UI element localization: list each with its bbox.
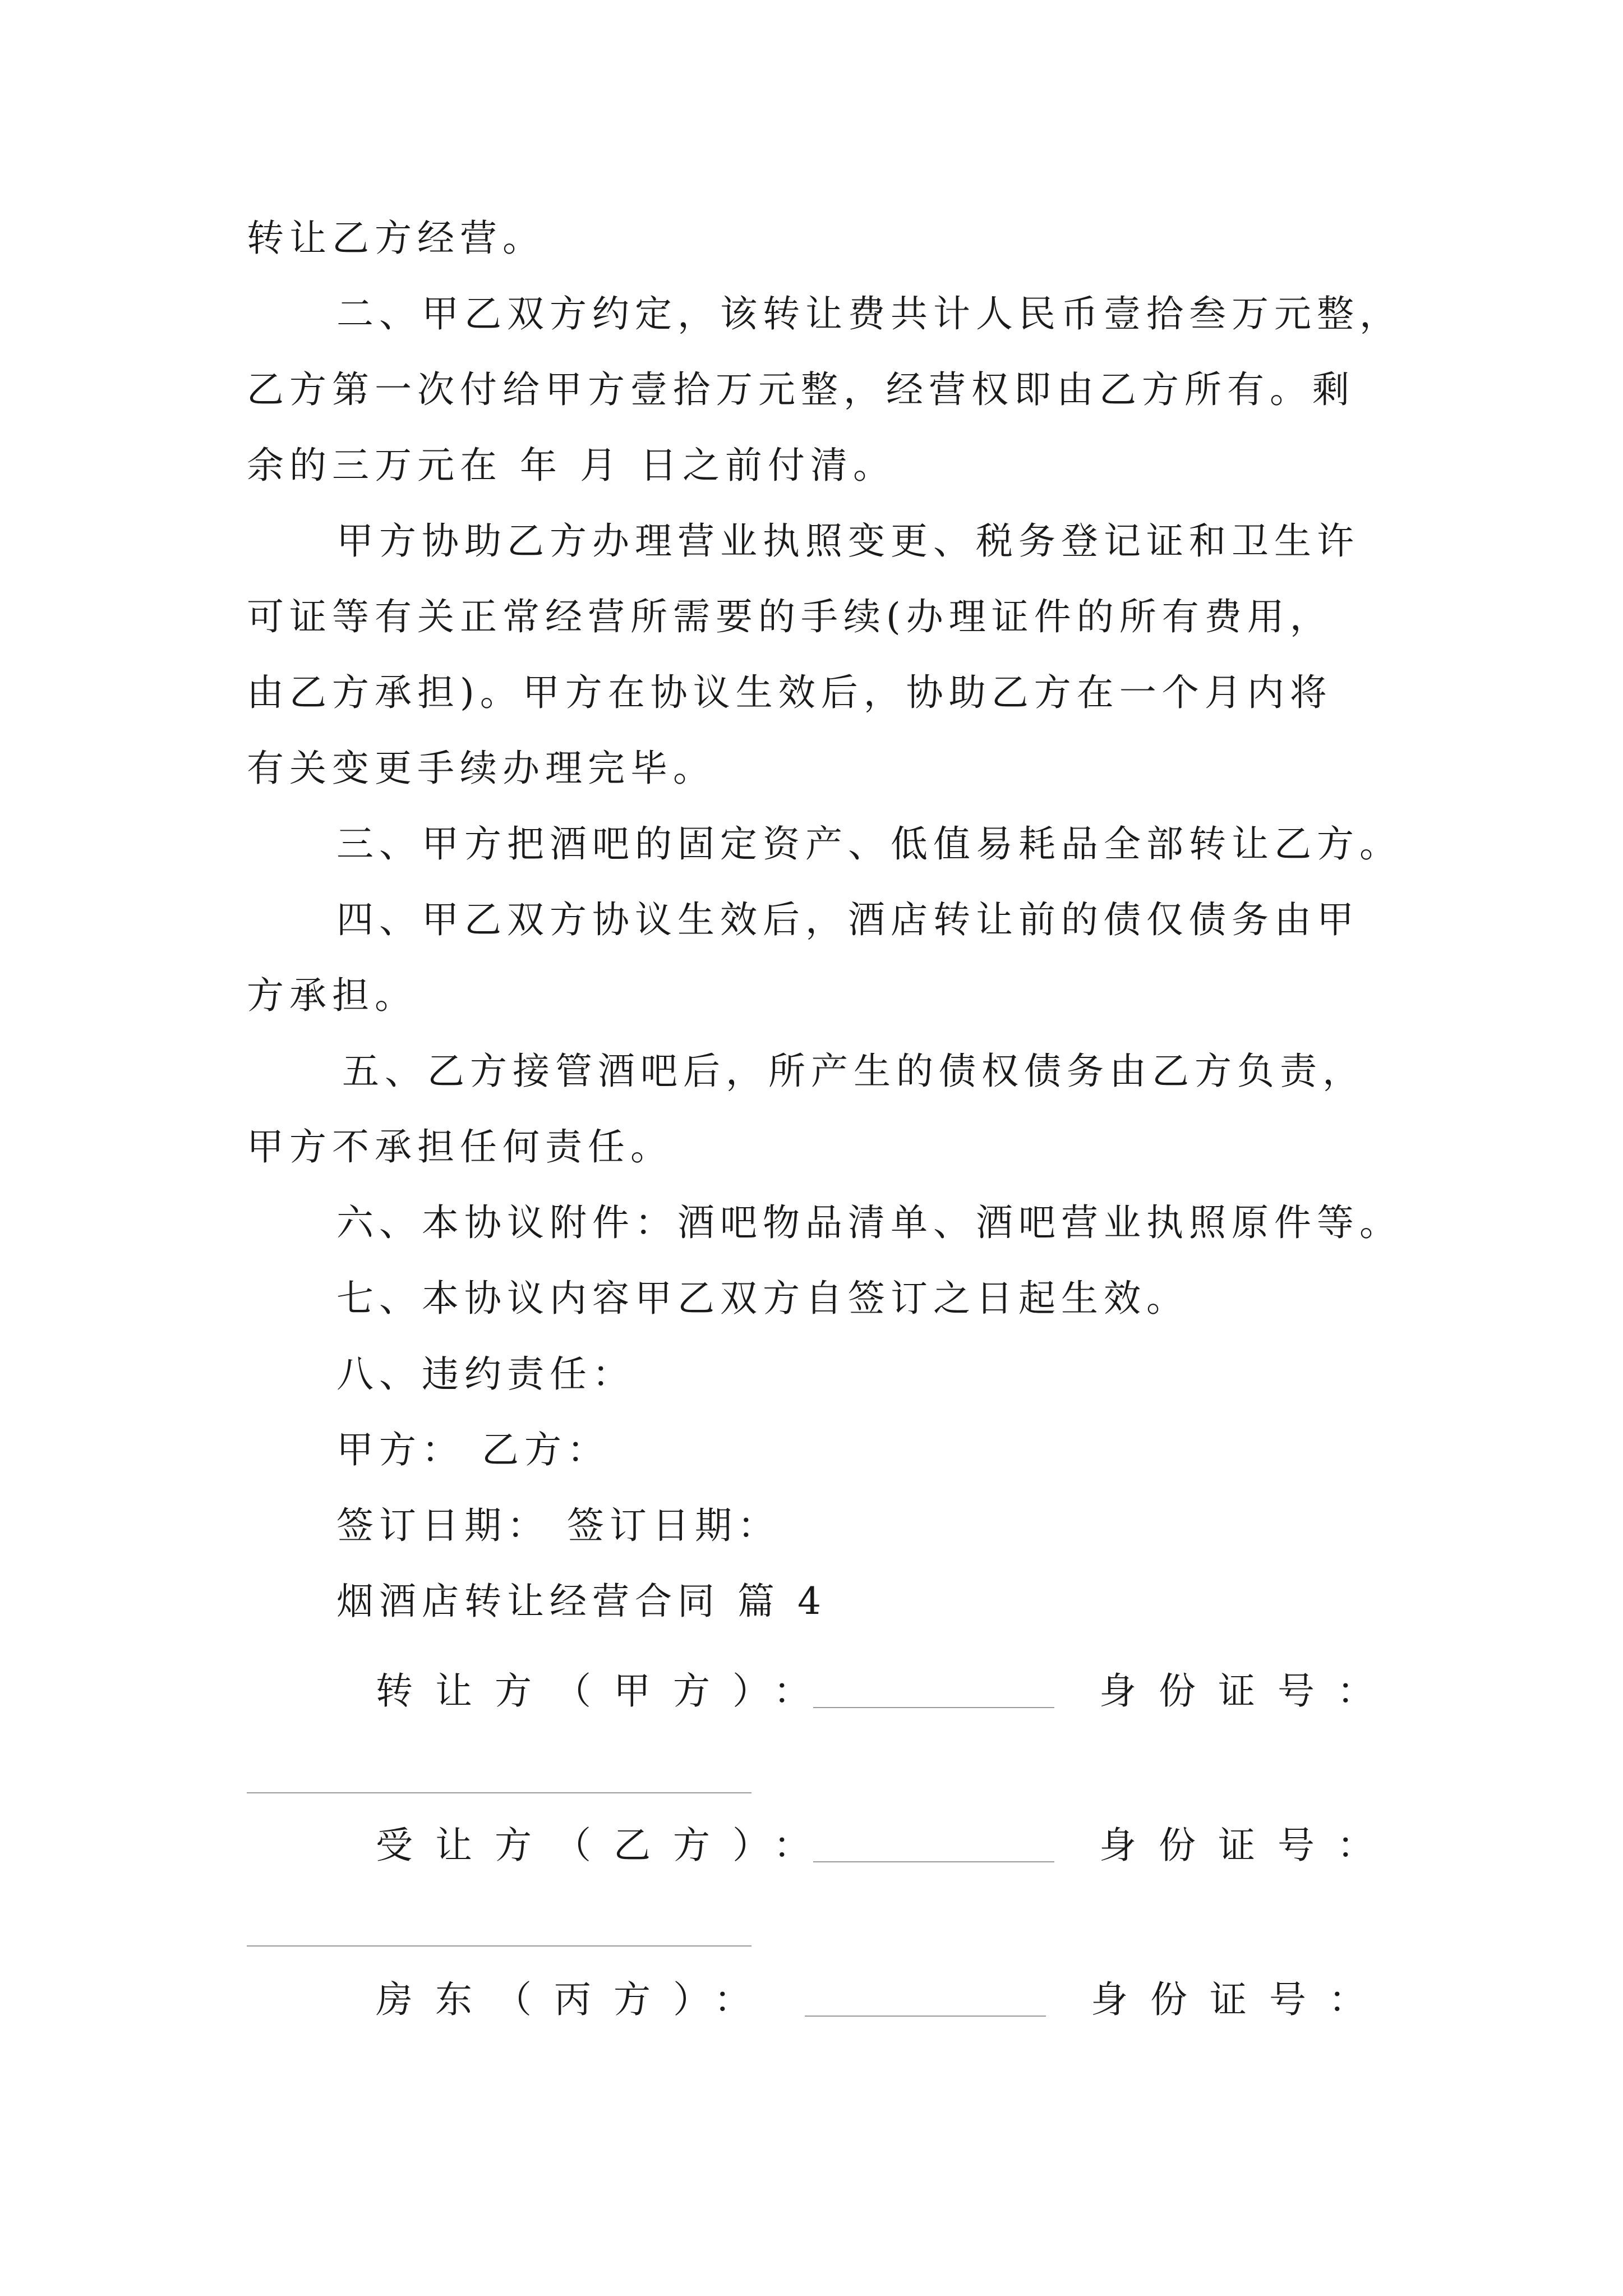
paragraph-line: 八、违约责任： <box>336 1352 635 1396</box>
party-label: 转让方（甲方）： <box>376 1669 833 1713</box>
paragraph-line: 余的三万元在 年 月 日之前付清。 <box>247 444 896 487</box>
name-blank <box>813 1861 1054 1862</box>
party-label: 受让方（乙方）： <box>376 1824 833 1867</box>
party-row-transferor <box>247 1669 1396 1714</box>
id-number-blank <box>247 1945 751 1947</box>
paragraph-line: 七、本协议内容甲乙双方自签订之日起生效。 <box>336 1277 1189 1320</box>
id-label: 身份证号： <box>1099 1669 1396 1713</box>
paragraph-line: 方承担。 <box>247 974 417 1017</box>
id-number-blank <box>247 1792 751 1793</box>
party-row-landlord <box>247 1977 1388 2022</box>
paragraph-line: 甲方协助乙方办理营业执照变更、税务登记证和卫生许 <box>336 519 1359 563</box>
paragraph-line: 可证等有关正常经营所需要的手续(办理证件的所有费用， <box>247 595 1332 638</box>
paragraph-line: 由乙方承担)。甲方在协议生效后，协助乙方在一个月内将 <box>247 671 1332 714</box>
signature-date-line: 签订日期： 签订日期： <box>336 1504 780 1547</box>
paragraph-line: 转让乙方经营。 <box>247 217 545 260</box>
signature-line: 甲方： 乙方： <box>336 1428 610 1471</box>
section-heading: 烟酒店转让经营合同 篇 4 <box>336 1580 827 1623</box>
party-label: 房东（丙方）： <box>376 1978 773 2021</box>
id-label: 身份证号： <box>1091 1978 1388 2021</box>
paragraph-line: 有关变更手续办理完毕。 <box>247 747 716 790</box>
paragraph-line: 二、甲乙双方约定，该转让费共计人民币壹拾叁万元整， <box>336 292 1402 335</box>
paragraph-line: 四、甲乙双方协议生效后，酒店转让前的债仅债务由甲 <box>336 898 1359 941</box>
paragraph-line: 甲方不承担任何责任。 <box>247 1125 673 1168</box>
paragraph-line: 三、甲方把酒吧的固定资产、低值易耗品全部转让乙方。 <box>336 822 1402 866</box>
party-row-transferee <box>247 1823 1396 1868</box>
paragraph-line: 五、乙方接管酒吧后，所产生的债权债务由乙方负责， <box>342 1050 1365 1093</box>
id-label: 身份证号： <box>1099 1824 1396 1867</box>
name-blank <box>813 1707 1054 1708</box>
paragraph-line: 乙方第一次付给甲方壹拾万元整，经营权即由乙方所有。剩 <box>247 368 1355 411</box>
paragraph-line: 六、本协议附件：酒吧物品清单、酒吧营业执照原件等。 <box>336 1201 1402 1244</box>
name-blank <box>805 2016 1046 2017</box>
